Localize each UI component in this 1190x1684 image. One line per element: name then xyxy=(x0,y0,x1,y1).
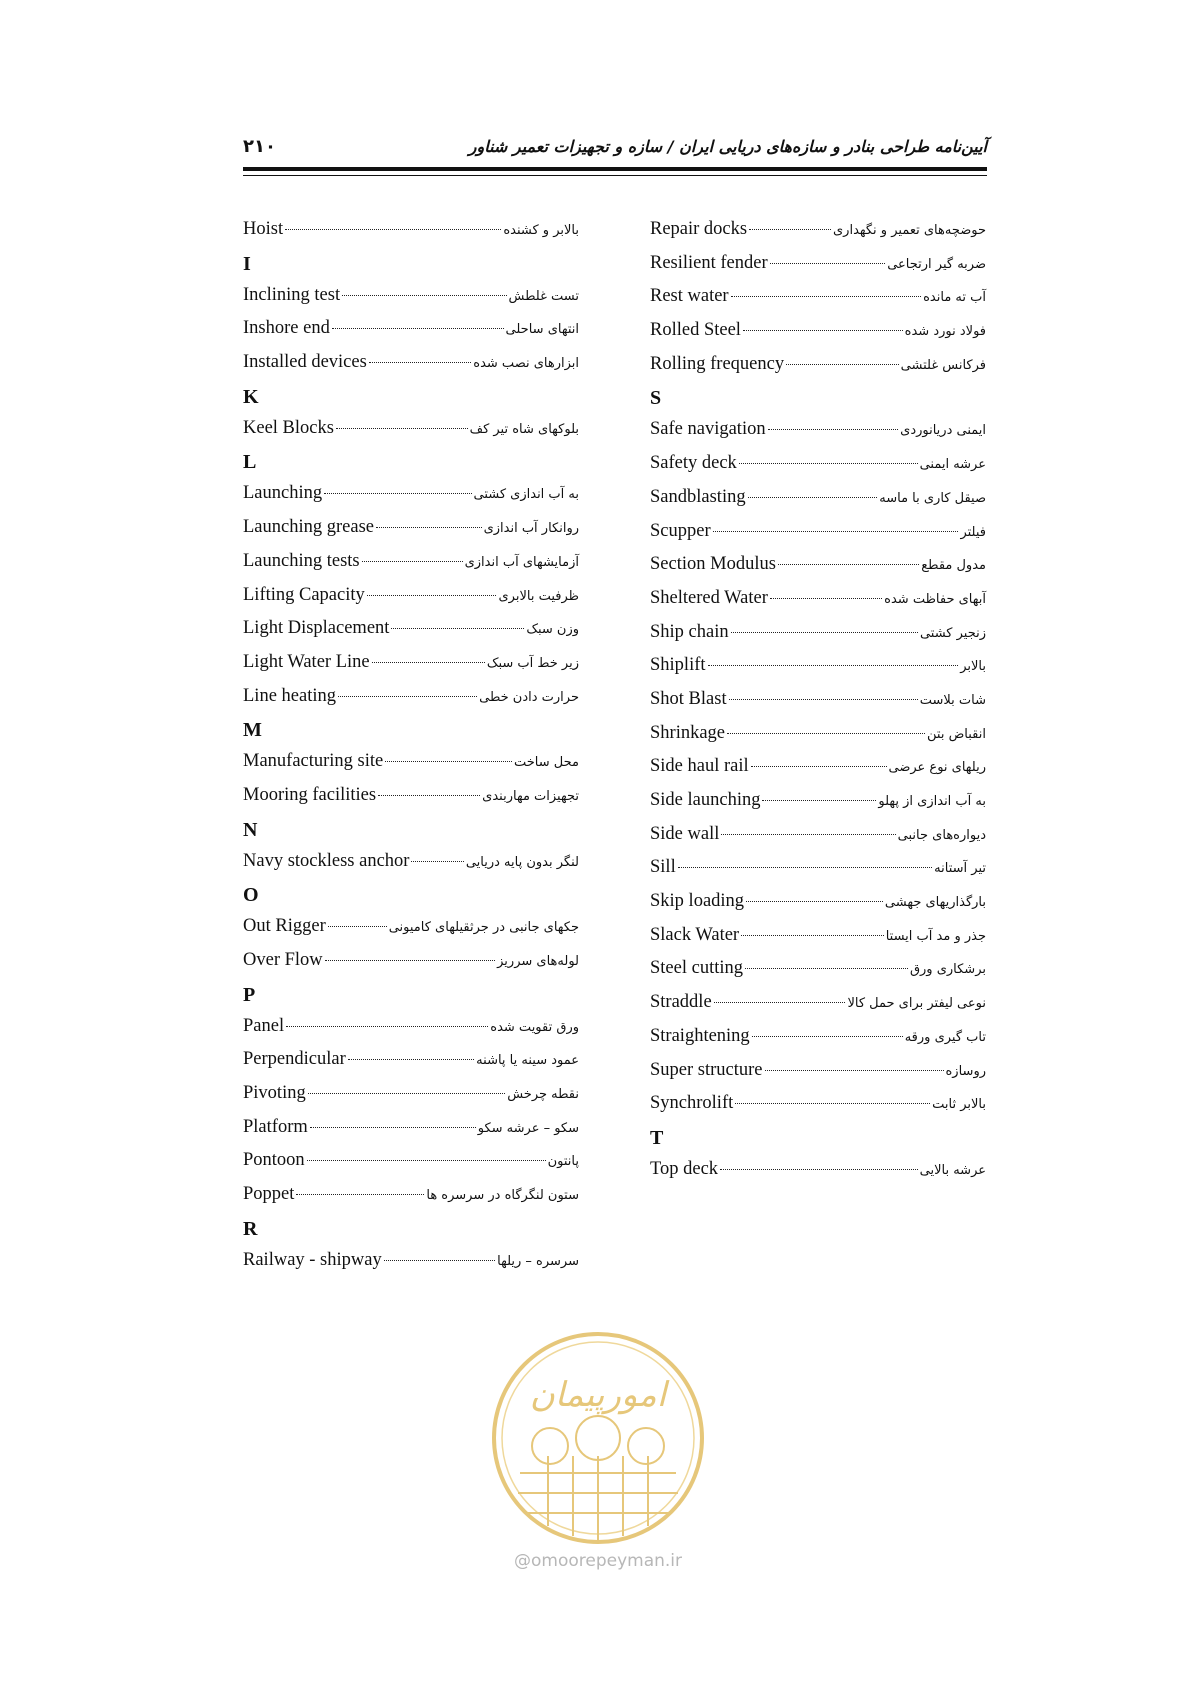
header-rule-thin xyxy=(243,175,987,176)
term-persian: وزن سبک xyxy=(526,622,579,638)
dot-leader xyxy=(749,228,831,230)
glossary-entry xyxy=(650,447,986,481)
section-letter: L xyxy=(243,451,257,474)
term-persian: آبهای حفاظت شده xyxy=(884,591,986,607)
term-persian: مدول مقطع xyxy=(921,558,986,574)
glossary-entry xyxy=(650,481,986,515)
dot-leader xyxy=(378,794,480,796)
term-persian: حرارت دادن خطی xyxy=(479,689,579,705)
glossary-entry xyxy=(650,986,986,1020)
term-persian: عرشه بالایی xyxy=(919,1162,986,1178)
term-english: Synchrolift xyxy=(650,1093,734,1114)
watermark-site: @omoorepeyman.ir xyxy=(513,1551,683,1571)
term-persian: شات بلاست xyxy=(919,692,986,708)
section-letter: O xyxy=(243,884,259,907)
dot-leader xyxy=(367,594,497,596)
dot-leader xyxy=(770,597,882,599)
term-english: Sill xyxy=(650,857,676,878)
term-english: Inclining test xyxy=(243,284,341,305)
term-english: Railway - shipway xyxy=(243,1249,382,1270)
section-letter: S xyxy=(650,387,662,410)
watermark-logo xyxy=(488,1328,708,1548)
term-english: Top deck xyxy=(650,1158,719,1179)
dot-leader xyxy=(372,661,485,663)
term-persian: پانتون xyxy=(547,1154,579,1170)
glossary-entry xyxy=(243,910,579,944)
term-english: Keel Blocks xyxy=(243,417,334,438)
term-persian: بلوکهای شاه تیر کف xyxy=(469,421,579,437)
term-persian: برشکاری ورق xyxy=(909,962,986,978)
dot-leader xyxy=(336,427,468,429)
term-english: Super structure xyxy=(650,1059,763,1080)
glossary-entry xyxy=(243,1111,579,1145)
dot-leader xyxy=(729,698,918,700)
term-persian: ورق تقویت شده xyxy=(490,1019,579,1035)
glossary-left-column xyxy=(243,213,579,1278)
glossary-entry xyxy=(650,885,986,919)
section-letter: P xyxy=(243,983,256,1006)
term-english: Sheltered Water xyxy=(650,587,768,608)
term-english: Inshore end xyxy=(243,318,330,339)
dot-leader xyxy=(752,1035,903,1037)
term-english: Rolled Steel xyxy=(650,320,741,341)
glossary-entry xyxy=(243,779,579,813)
dot-leader xyxy=(720,1168,918,1170)
glossary-entry xyxy=(650,649,986,683)
term-english: Side launching xyxy=(650,790,761,810)
dot-leader xyxy=(342,294,506,296)
term-persian: تجهیزات مهاربندی xyxy=(482,788,579,804)
term-persian: فیلتر xyxy=(960,524,986,540)
term-persian: آب ته مانده xyxy=(923,290,986,306)
term-english: Poppet xyxy=(243,1184,295,1205)
section-letter: K xyxy=(243,385,259,408)
term-persian: جذر و مد آب ایستا xyxy=(885,928,986,944)
term-english: Repair docks xyxy=(650,219,748,239)
term-persian: زنجیر کشتی xyxy=(919,625,986,641)
term-persian: جکهای جانبی در جرثقیلهای کامیونی xyxy=(388,920,579,936)
term-english: Perpendicular xyxy=(243,1049,346,1070)
term-english: Light Water Line xyxy=(243,651,370,672)
term-persian: ابزارهای نصب شده xyxy=(473,356,579,372)
glossary-entry xyxy=(650,1087,986,1121)
glossary-entry xyxy=(650,1054,986,1088)
glossary-entry xyxy=(650,683,986,717)
glossary-entry xyxy=(650,1153,986,1187)
section-letter: I xyxy=(243,252,251,275)
term-persian: روانکار آب اندازی xyxy=(483,521,579,537)
dot-leader xyxy=(731,295,922,297)
glossary-entry xyxy=(650,784,986,818)
dot-leader xyxy=(307,1159,546,1161)
term-english: Section Modulus xyxy=(650,554,776,575)
term-persian: بالابر ثابت xyxy=(932,1097,986,1113)
glossary-entry xyxy=(243,1077,579,1111)
term-english: Out Rigger xyxy=(243,916,326,937)
term-persian: ایمنی دریانوردی xyxy=(900,423,986,439)
term-english: Over Flow xyxy=(243,950,323,970)
term-persian: سکو – عرشه سکو xyxy=(477,1120,579,1136)
term-persian: تیر آستانه xyxy=(934,861,986,877)
glossary-entry xyxy=(650,1020,986,1054)
term-persian: سرسره – ریلها xyxy=(497,1253,579,1269)
term-english: Platform xyxy=(243,1116,308,1137)
term-persian: فولاد نورد شده xyxy=(904,324,986,340)
term-persian: ریلهای نوع عرضی xyxy=(888,760,986,776)
term-persian: ظرفیت بالابری xyxy=(498,588,579,604)
dot-leader xyxy=(362,560,463,562)
term-persian: حوضچه‌های تعمیر و نگهداری xyxy=(833,223,986,238)
term-english: Pontoon xyxy=(243,1150,305,1171)
term-english: Rest water xyxy=(650,286,729,307)
term-persian: صیقل کاری با ماسه xyxy=(879,490,986,506)
term-english: Steel cutting xyxy=(650,958,743,979)
glossary-right-column xyxy=(650,213,986,1187)
dot-leader xyxy=(286,1025,488,1027)
dot-leader xyxy=(745,967,908,969)
glossary-entry xyxy=(650,952,986,986)
term-persian: ستون لنگرگاه در سرسره ها xyxy=(426,1188,579,1204)
term-persian: انقباض بتن xyxy=(927,726,986,742)
dot-leader xyxy=(770,262,886,264)
term-english: Shot Blast xyxy=(650,688,727,709)
term-english: Launching xyxy=(243,483,323,504)
dot-leader xyxy=(332,327,504,329)
term-english: Panel xyxy=(243,1015,285,1036)
glossary-entry xyxy=(650,919,986,953)
term-persian: بارگذاریهای جهشی xyxy=(884,895,986,911)
glossary-entry xyxy=(243,1010,579,1044)
term-persian: نوعی لیفتر برای حمل کالا xyxy=(847,996,986,1012)
term-persian: فرکانس غلتشی xyxy=(900,357,986,373)
glossary-entry xyxy=(243,312,579,346)
term-persian: زیر خط آب سبک xyxy=(486,655,579,671)
dot-leader xyxy=(678,866,932,868)
glossary-entry xyxy=(243,745,579,779)
dot-leader xyxy=(778,563,919,565)
term-persian: به آب اندازی از پهلو xyxy=(878,794,986,809)
section-letter: T xyxy=(650,1126,664,1149)
page-number: ۲۱۰ xyxy=(243,135,276,157)
term-persian: عمود سینه یا پاشنه xyxy=(476,1053,579,1069)
dot-leader xyxy=(308,1092,506,1094)
glossary-entry xyxy=(243,477,579,511)
term-english: Installed devices xyxy=(243,352,367,373)
term-persian: لوله‌های سرریز xyxy=(497,954,579,969)
glossary-entry xyxy=(243,545,579,579)
glossary-entry xyxy=(243,279,579,313)
dot-leader xyxy=(338,695,477,697)
section-letter: R xyxy=(243,1217,258,1240)
term-english: Slack Water xyxy=(650,924,740,945)
dot-leader xyxy=(713,530,959,532)
dot-leader xyxy=(310,1126,476,1128)
term-persian: بالابر و کشنده xyxy=(503,223,579,238)
glossary-entry xyxy=(243,346,579,380)
dot-leader xyxy=(741,934,884,936)
term-persian: روسازه xyxy=(945,1063,986,1079)
glossary-entry xyxy=(243,1244,579,1278)
term-english: Light Displacement xyxy=(243,618,390,639)
term-english: Launching grease xyxy=(243,517,374,538)
dot-leader xyxy=(385,760,512,762)
dot-leader xyxy=(765,1069,944,1071)
glossary-entry xyxy=(650,717,986,751)
term-english: Pivoting xyxy=(243,1083,306,1104)
term-english: Skip loading xyxy=(650,891,745,912)
dot-leader xyxy=(751,765,887,767)
term-english: Shrinkage xyxy=(650,722,726,743)
glossary-entry xyxy=(243,1178,579,1212)
term-english: Side wall xyxy=(650,823,720,844)
glossary-entry xyxy=(243,646,579,680)
section-letter: M xyxy=(243,719,262,742)
term-persian: ضربه گیر ارتجاعی xyxy=(887,256,986,272)
term-english: Resilient fender xyxy=(650,252,768,273)
term-english: Scupper xyxy=(650,520,711,541)
term-english: Lifting Capacity xyxy=(243,584,365,605)
glossary-entry xyxy=(650,413,986,447)
glossary-entry xyxy=(650,247,986,281)
term-persian: نقطه چرخش xyxy=(507,1087,579,1103)
glossary-entry xyxy=(243,1043,579,1077)
glossary-entry xyxy=(650,280,986,314)
term-persian: انتهای ساحلی xyxy=(505,322,579,338)
dot-leader xyxy=(739,462,918,464)
dot-leader xyxy=(369,361,471,363)
glossary-entry xyxy=(243,845,579,879)
dot-leader xyxy=(391,627,524,629)
term-english: Sandblasting xyxy=(650,486,746,507)
glossary-entry xyxy=(650,818,986,852)
glossary-entry xyxy=(243,944,579,978)
section-letter: N xyxy=(243,818,258,841)
dot-leader xyxy=(714,1001,846,1003)
dot-leader xyxy=(721,833,895,835)
dot-leader xyxy=(296,1193,424,1195)
dot-leader xyxy=(324,492,471,494)
glossary-entry xyxy=(243,612,579,646)
term-english: Hoist xyxy=(243,219,284,239)
term-persian: تاب گیری ورقه xyxy=(904,1029,986,1045)
glossary-entry xyxy=(243,579,579,613)
term-persian: بالابر xyxy=(960,659,986,675)
term-english: Side haul rail xyxy=(650,756,749,777)
glossary-entry xyxy=(650,851,986,885)
dot-leader xyxy=(746,900,883,902)
dot-leader xyxy=(768,428,899,430)
header-rule-thick xyxy=(243,167,987,171)
glossary-entry xyxy=(243,511,579,545)
dot-leader xyxy=(285,228,501,230)
glossary-entry xyxy=(243,680,579,714)
dot-leader xyxy=(786,363,899,365)
page-header xyxy=(243,128,987,164)
term-persian: تست غلطش xyxy=(508,288,579,304)
term-persian: عرشه ایمنی xyxy=(919,457,986,473)
term-english: Line heating xyxy=(243,685,336,706)
term-english: Straightening xyxy=(650,1025,750,1046)
glossary-entry xyxy=(243,213,579,247)
glossary-entry xyxy=(650,548,986,582)
dot-leader xyxy=(727,732,925,734)
dot-leader xyxy=(731,631,918,633)
term-english: Straddle xyxy=(650,992,712,1013)
term-english: Rolling frequency xyxy=(650,353,785,374)
glossary-entry xyxy=(650,348,986,382)
dot-leader xyxy=(735,1102,930,1104)
term-persian: دیواره‌های جانبی xyxy=(897,827,986,843)
glossary-entry xyxy=(650,515,986,549)
term-persian: آزمایشهای آب اندازی xyxy=(464,554,579,570)
dot-leader xyxy=(411,860,463,862)
term-persian: لنگر بدون پایه دریایی xyxy=(465,854,579,870)
term-english: Safety deck xyxy=(650,453,737,474)
term-persian: محل ساخت xyxy=(514,755,579,771)
dot-leader xyxy=(708,664,959,666)
page-title: آیین‌نامه طراحی بنادر و سازه‌های دریایی ایران / سازه و تجهیزات تعمیر شناور xyxy=(468,136,987,156)
dot-leader xyxy=(384,1259,495,1261)
term-english: Shiplift xyxy=(650,655,706,676)
glossary-entry xyxy=(650,314,986,348)
glossary-entry xyxy=(650,213,986,247)
watermark-logo-text: امورپیمان xyxy=(529,1375,667,1415)
glossary-entry xyxy=(650,750,986,784)
term-english: Launching tests xyxy=(243,550,360,571)
term-english: Ship chain xyxy=(650,621,729,642)
dot-leader xyxy=(748,496,878,498)
dot-leader xyxy=(325,959,495,961)
dot-leader xyxy=(348,1058,474,1060)
term-english: Navy stockless anchor xyxy=(243,850,410,871)
dot-leader xyxy=(328,925,387,927)
term-persian: به آب اندازی کشتی xyxy=(473,487,579,503)
term-english: Mooring facilities xyxy=(243,784,377,805)
dot-leader xyxy=(762,799,876,801)
glossary-entry xyxy=(650,616,986,650)
term-english: Manufacturing site xyxy=(243,751,384,772)
glossary-entry xyxy=(243,412,579,446)
dot-leader xyxy=(376,526,482,528)
term-english: Safe navigation xyxy=(650,419,766,440)
glossary-entry xyxy=(650,582,986,616)
glossary-entry xyxy=(243,1144,579,1178)
dot-leader xyxy=(743,329,903,331)
